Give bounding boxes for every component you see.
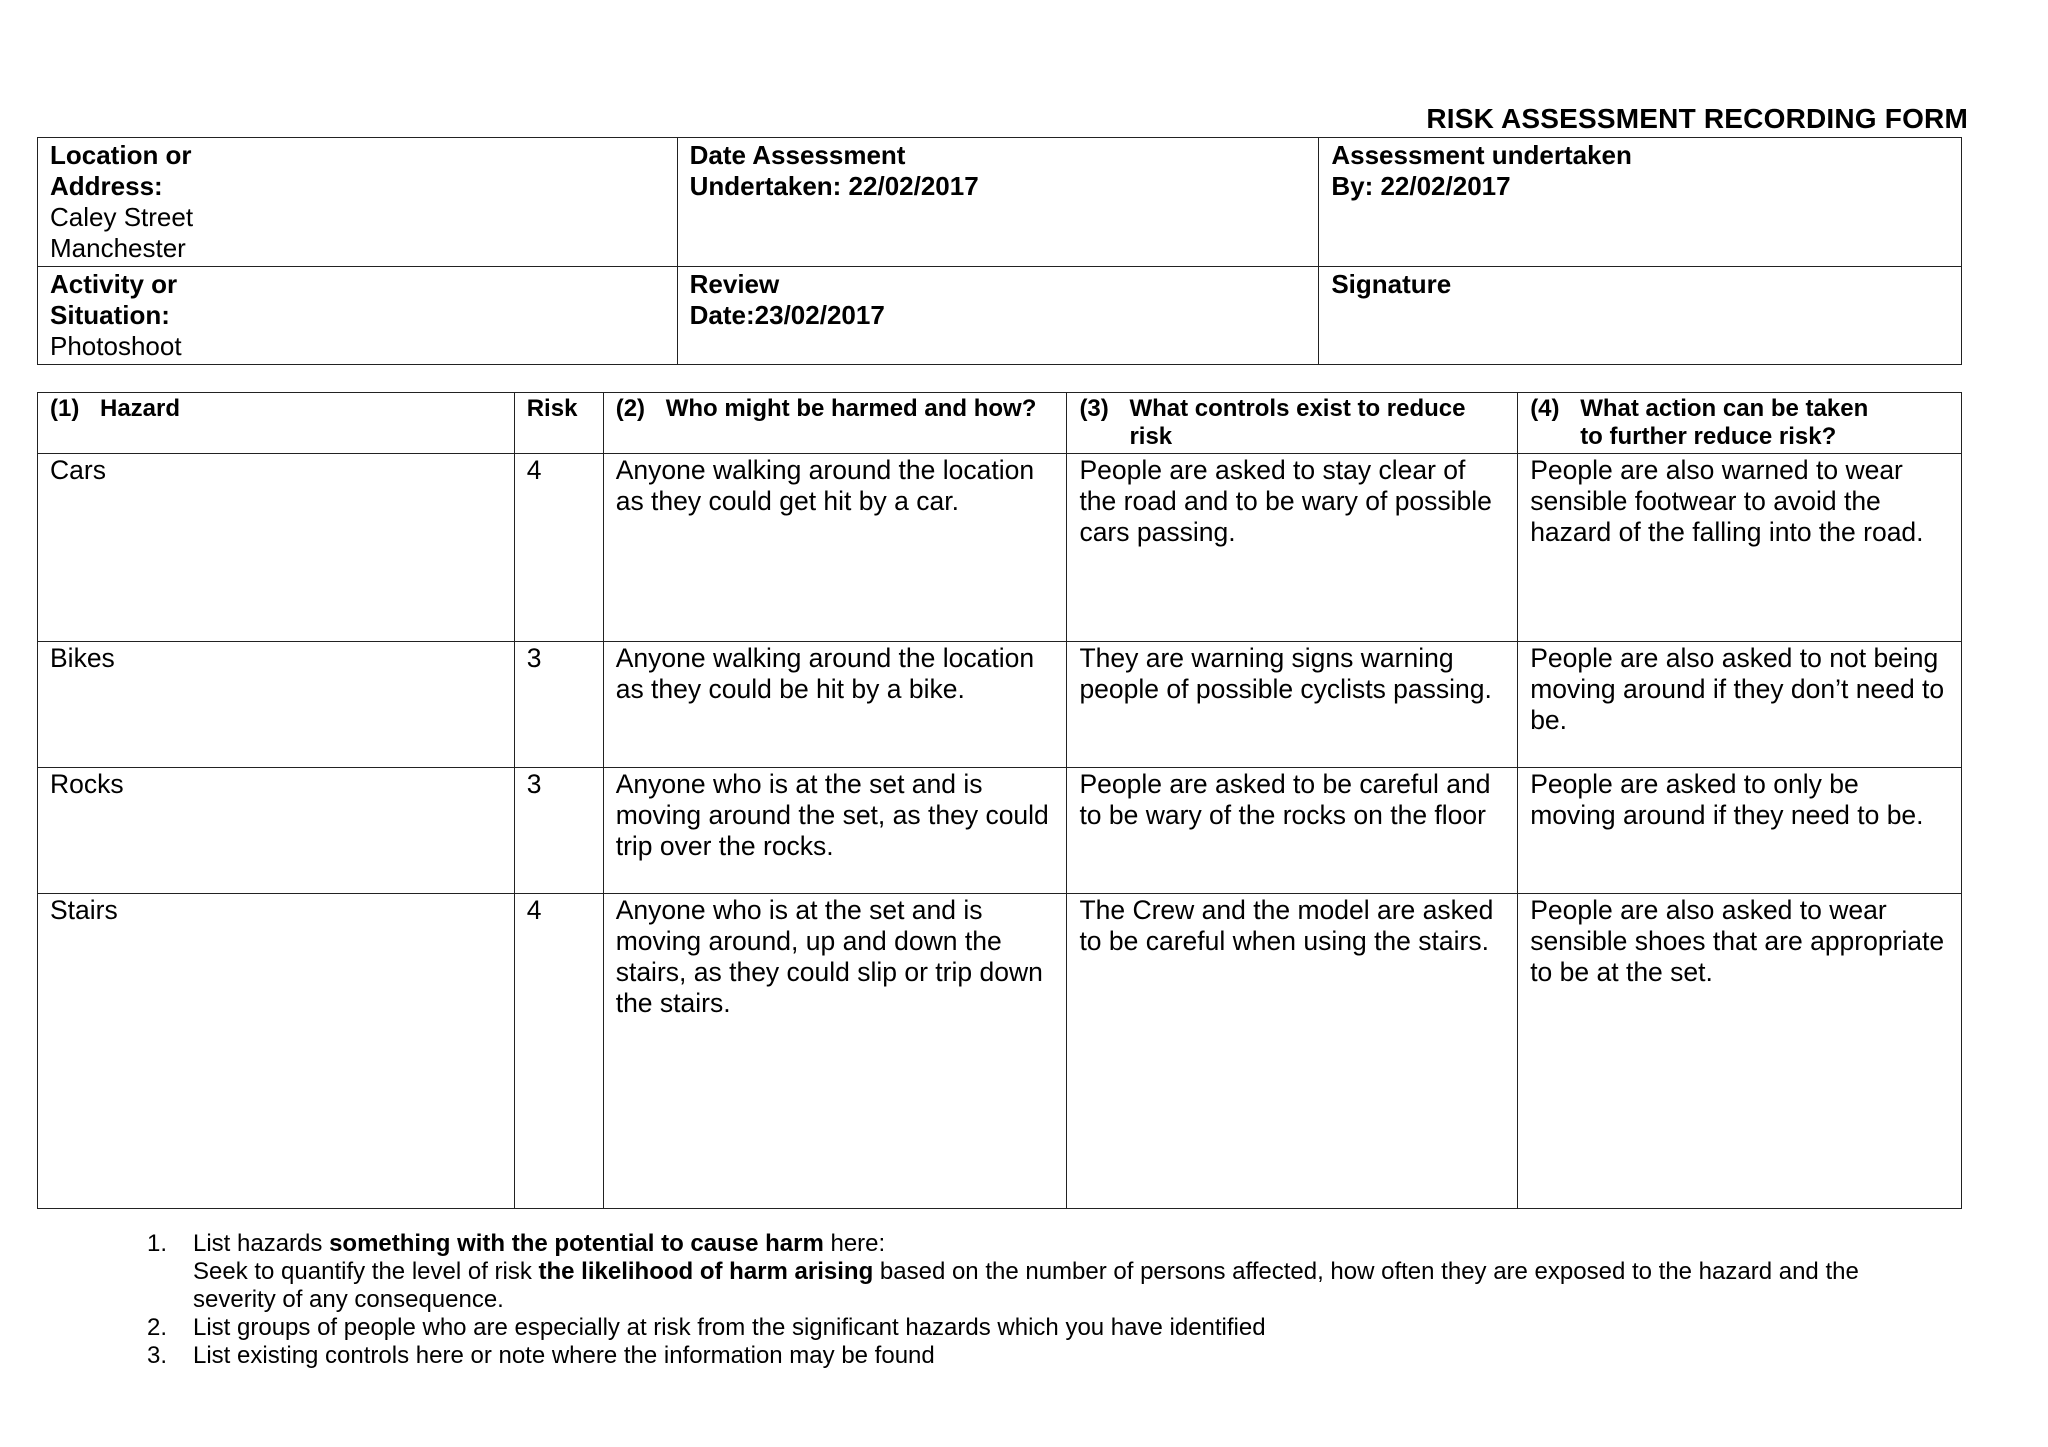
- form-title: RISK ASSESSMENT RECORDING FORM: [1426, 103, 1968, 134]
- table-header-row: [38, 393, 1962, 454]
- hazard-cell: Stairs: [38, 894, 515, 1209]
- controls-cell: The Crew and the model are asked to be careful when using the stairs.: [1067, 894, 1518, 1209]
- note-1: 1. List hazards something with the potential to cause harm here: Seek to quantify the level of risk the likelihood of harm arising based on the number of persons affected, how often they are exposed to the hazard and the severity of any consequence.: [147, 1230, 1947, 1314]
- assessment-by-cell: [1319, 138, 1962, 267]
- address-label: Address:: [50, 171, 163, 201]
- date-undertaken-value: Undertaken: 22/02/2017: [689, 171, 979, 201]
- location-cell: [38, 138, 678, 267]
- hazard-cell: Cars: [38, 454, 515, 642]
- date-undertaken-cell: [677, 138, 1319, 267]
- instructions-notes: [147, 1230, 1947, 1370]
- who-column-header: (2) Who might be harmed and how?: [603, 393, 1067, 454]
- location-city: Manchester: [50, 233, 186, 263]
- location-label: Location or: [50, 140, 192, 170]
- hazard-risk-table: [37, 392, 1962, 1209]
- hazard-cell: Bikes: [38, 642, 515, 768]
- who-cell: Anyone who is at the set and is moving around, up and down the stairs, as they could slip or trip down the stairs.: [603, 894, 1067, 1209]
- action-cell: People are asked to only be moving around if they need to be.: [1518, 768, 1962, 894]
- hazard-column-header: (1) Hazard: [38, 393, 515, 454]
- note-1-detail: Seek to quantify the level of risk the likelihood of harm arising based on the number of persons affected, how often they are exposed to the hazard and the severity of any consequence.: [193, 1258, 1859, 1313]
- assessment-details-table: [37, 137, 1962, 365]
- activity-label: Activity or: [50, 269, 178, 299]
- signature-label: Signature: [1331, 269, 1452, 299]
- table-row: [38, 454, 1962, 642]
- situation-label: Situation:: [50, 300, 170, 330]
- who-cell: Anyone walking around the location as they could be hit by a bike.: [603, 642, 1067, 768]
- controls-cell: People are asked to be careful and to be wary of the rocks on the floor: [1067, 768, 1518, 894]
- risk-cell: 4: [514, 894, 603, 1209]
- signature-cell: [1319, 267, 1962, 365]
- hazard-cell: Rocks: [38, 768, 515, 894]
- date-assessment-label: Date Assessment: [689, 140, 906, 170]
- risk-cell: 3: [514, 642, 603, 768]
- table-row: [38, 642, 1962, 768]
- action-column-header: (4) What action can be taken to further reduce risk?: [1518, 393, 1962, 454]
- location-street: Caley Street: [50, 202, 194, 232]
- controls-column-header: (3) What controls exist to reduce risk: [1067, 393, 1518, 454]
- risk-cell: 3: [514, 768, 603, 894]
- assessment-undertaken-label: Assessment undertaken: [1331, 140, 1632, 170]
- note-2: 2. List groups of people who are especially at risk from the significant hazards which you have identified: [147, 1314, 1266, 1341]
- action-cell: People are also asked to not being moving around if they don’t need to be.: [1518, 642, 1962, 768]
- risk-column-header: Risk: [514, 393, 603, 454]
- who-cell: Anyone walking around the location as they could get hit by a car.: [603, 454, 1067, 642]
- table-row: [38, 768, 1962, 894]
- table-row: [38, 894, 1962, 1209]
- risk-cell: 4: [514, 454, 603, 642]
- action-cell: People are also warned to wear sensible footwear to avoid the hazard of the falling into the road.: [1518, 454, 1962, 642]
- who-cell: Anyone who is at the set and is moving around the set, as they could trip over the rocks.: [603, 768, 1067, 894]
- controls-cell: They are warning signs warning people of possible cyclists passing.: [1067, 642, 1518, 768]
- activity-value: Photoshoot: [50, 331, 182, 361]
- activity-cell: [38, 267, 678, 365]
- review-date-value: Date:23/02/2017: [689, 300, 885, 330]
- controls-cell: People are asked to stay clear of the road and to be wary of possible cars passing.: [1067, 454, 1518, 642]
- assessment-by-value: By: 22/02/2017: [1331, 171, 1511, 201]
- note-3: 3. List existing controls here or note where the information may be found: [147, 1342, 935, 1369]
- review-label: Review: [689, 269, 780, 299]
- action-cell: People are also asked to wear sensible shoes that are appropriate to be at the set.: [1518, 894, 1962, 1209]
- review-date-cell: [677, 267, 1319, 365]
